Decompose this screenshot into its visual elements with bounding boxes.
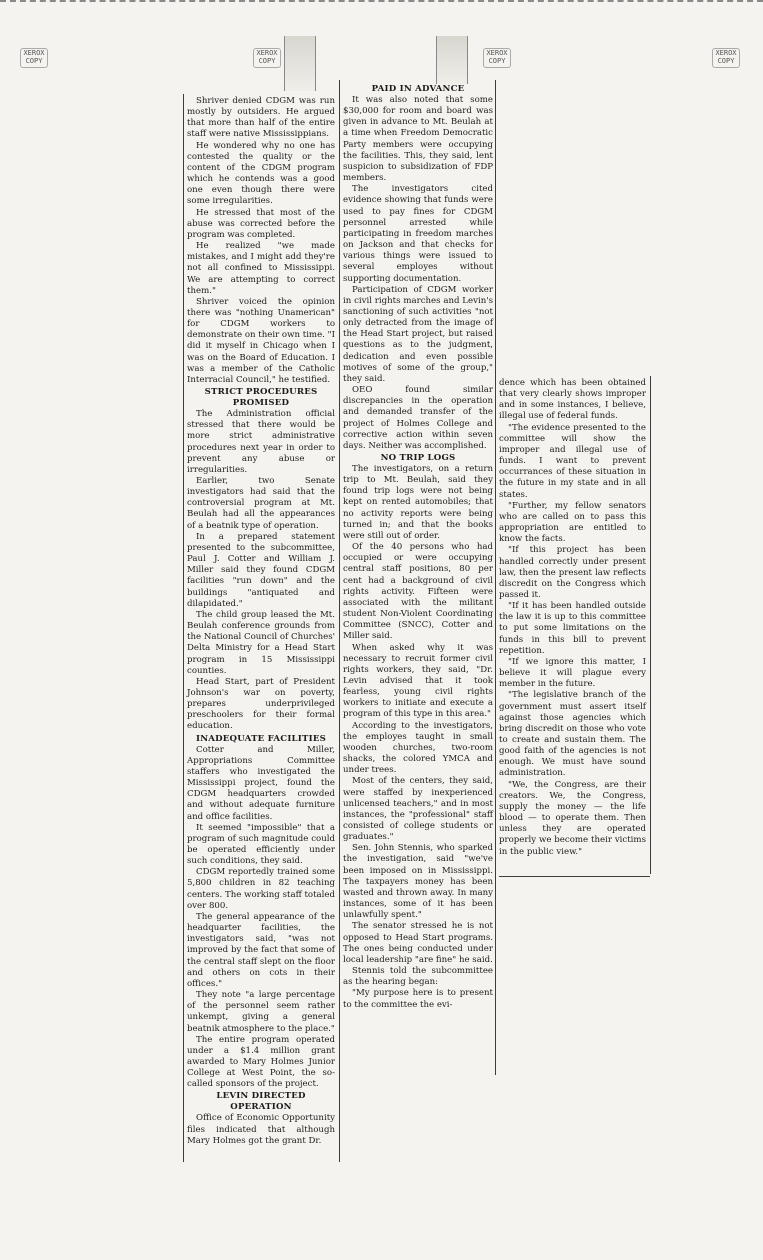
scan-border xyxy=(0,0,763,8)
paragraph: He stressed that most of the abuse was corrected before the program was completed. xyxy=(187,207,335,240)
clipping-tab-right xyxy=(436,36,468,84)
paragraph: Participation of CDGM worker in civil rights marches and Levin's sanctioning of such activities "not only detracted from the image of the Head Start project, but raised questions as to the judgment, dedication and even possible motives of some of the group," they said. xyxy=(343,284,493,384)
paragraph: Head Start, part of President Johnson's war on poverty, prepares underprivileged preschoolers for their formal education. xyxy=(187,676,335,732)
paragraph: CDGM reportedly trained some 5,800 children in 82 teaching centers. The working staff totaled over 800. xyxy=(187,867,335,911)
paragraph: According to the investigators, the employes taught in small wooden churches, two-room shacks, the colored YMCA and under trees. xyxy=(343,720,493,776)
paragraph: "If this project has been handled correctly under present law, then the present law reflects discredit on the Congress which passed it. xyxy=(499,545,646,600)
paragraph: He realized "we made mistakes, and I might add they're not all confined to Mississippi. We are attempting to correct them." xyxy=(187,241,335,296)
paragraph: The entire program operated under a $1.4 million grant awarded to Mary Holmes Junior College at West Point, the so-called sponsors of the project. xyxy=(187,1034,335,1090)
xerox-stamp-3: XEROX COPY xyxy=(483,48,511,68)
paragraph: "If we ignore this matter, I believe it will plague every member in the future. xyxy=(499,656,646,690)
paragraph: Stennis told the subcommittee as the hearing began: xyxy=(343,966,493,988)
xerox-stamp-1: XEROX COPY xyxy=(20,48,48,68)
paragraph: He wondered why no one has contested the quality or the content of the CDGM program which he contends was a good one even though there were some irregularities. xyxy=(187,140,335,207)
paragraph: The general appearance of the headquarter facilities, the investigators said, "was not improved by the fact that some of the central staff slept on the floor and others on cots in their offices." xyxy=(187,911,335,989)
clipping-tab-left xyxy=(284,36,316,91)
paragraph: "The legislative branch of the government must assert itself against those agencies which bring discredit on those who vote to create and sustain them. The good faith of the agencies is not enough. We must have sound administration. xyxy=(499,690,646,779)
paragraph: "My purpose here is to present to the committee the evi- xyxy=(343,988,493,1010)
paragraph: Earlier, two Senate investigators had said that the controversial program at Mt. Beulah had all the appearances of a beatnik type of operation. xyxy=(187,476,335,531)
subheading: INADEQUATE FACILITIES xyxy=(196,733,326,744)
paragraph: The investigators, on a return trip to Mt. Beulah, said they found trip logs were not being kept on rented automobiles; that no activity reports were being turned in; and that the books were still out of order. xyxy=(343,464,493,541)
article-column-1 xyxy=(187,96,335,1147)
paragraph: Shriver voiced the opinion there was "nothing Unamerican" for CDGM workers to demonstrate on their own time. "I did it myself in Chicago when I was on the Board of Education. I was a member of the Catholic Interracial Council," he testified. xyxy=(187,296,335,385)
paragraph: "The evidence presented to the committee will show the improper and illegal use of funds. I want to prevent occurrances of these situation in the future in my state and in all states. xyxy=(499,422,646,500)
subheading: STRICT PROCEDURES PROMISED xyxy=(204,387,318,409)
paragraph: The senator stressed he is not opposed to Head Start programs. The ones being conducted under local leadership "are fine" he said. xyxy=(343,921,493,965)
paragraph: Cotter and Miller, Appropriations Committee staffers who investigated the Mississippi project, found the CDGM headquarters crowded and without adequate furniture and office facilities. xyxy=(187,744,335,822)
paragraph: "If it has been handled outside the law it is up to this committee to put some limitations on the funds in this bill to prevent repetition. xyxy=(499,601,646,656)
column-rule-mid1 xyxy=(339,80,340,1162)
paragraph: It seemed "impossible" that a program of such magnitude could be operated efficiently under such conditions, they said. xyxy=(187,822,335,867)
paragraph: When asked why it was necessary to recruit former civil rights workers, they said, "Dr. Levin advised that it took fearless, young civil rights workers to initiate and execute a program of this type in this area." xyxy=(343,642,493,720)
column-rule-left xyxy=(183,94,184,1162)
column-rule-right xyxy=(650,376,651,874)
paragraph: In a prepared statement presented to the subcommittee, Paul J. Cotter and William J. Miller said they found CDGM facilities "run down" and the buildings "antiquated and dilapidated." xyxy=(187,531,335,609)
paragraph: OEO found similar discrepancies in the operation and demanded transfer of the project of Holmes College and corrective action within seven days. Neither was accomplished. xyxy=(343,385,493,451)
xerox-stamp-4: XEROX COPY xyxy=(712,48,740,68)
column-rule-mid2 xyxy=(495,80,496,1075)
xerox-stamp-2: XEROX COPY xyxy=(253,48,281,68)
paragraph: It was also noted that some $30,000 for room and board was given in advance to Mt. Beulah at a time when Freedom Democratic Party members were occupying the facilities. This, they said, lent suspicion to subsidization of FDP members. xyxy=(343,95,493,184)
paragraph: Office of Economic Opportunity files indicated that although Mary Holmes got the grant Dr. xyxy=(187,1113,335,1146)
subheading: PAID IN ADVANCE xyxy=(371,84,465,94)
subheading: NO TRIP LOGS xyxy=(380,453,456,463)
paragraph: "We, the Congress, are their creators. We, the Congress, supply the money — the life blood — to operate them. Then unless they are operated properly we become their victims in the public view." xyxy=(499,779,646,857)
article-column-3 xyxy=(499,378,646,858)
paragraph: Shriver denied CDGM was run mostly by outsiders. He argued that more than half of the entire staff were native Mississippians. xyxy=(187,96,335,140)
subheading: LEVIN DIRECTED OPERATION xyxy=(216,1091,306,1113)
paragraph: dence which has been obtained that very clearly shows improper and in some instances, I believe, illegal use of federal funds. xyxy=(499,378,646,422)
article-column-2 xyxy=(343,83,493,1011)
column-end-rule xyxy=(499,876,650,877)
paragraph: They note "a large percentage of the personnel seem rather unkempt, giving a general beatnik atmosphere to the place." xyxy=(187,990,335,1034)
paragraph: "Further, my fellow senators who are called on to pass this appropriation are entitled to know the facts. xyxy=(499,500,646,545)
paragraph: The Administration official stressed that there would be more strict administrative procedures next year in order to prevent any abuse or irregularities. xyxy=(187,409,335,475)
paragraph: Most of the centers, they said, were staffed by inexperienced unlicensed teachers," and in most instances, the "professional" staff consisted of college students or graduates." xyxy=(343,776,493,843)
paragraph: The child group leased the Mt. Beulah conference grounds from the National Council of Churches' Delta Ministry for a Head Start program in 15 Mississippi counties. xyxy=(187,609,335,676)
paragraph: Sen. John Stennis, who sparked the investigation, said "we've been imposed on in Mississippi. The taxpayers money has been wasted and thrown away. In many instances, some of it has been unlawfully spent." xyxy=(343,843,493,921)
paragraph: The investigators cited evidence showing that funds were used to pay fines for CDGM personnel arrested while participating in freedom marches on Jackson and that checks for various things were issued to several employes without supporting documentation. xyxy=(343,184,493,284)
paragraph: Of the 40 persons who had occupied or were occupying central staff positions, 80 per cent had a background of civil rights activity. Fifteen were associated with the militant student Non-Violent Coordinating Committee (SNCC), Cotter and Miller said. xyxy=(343,542,493,642)
